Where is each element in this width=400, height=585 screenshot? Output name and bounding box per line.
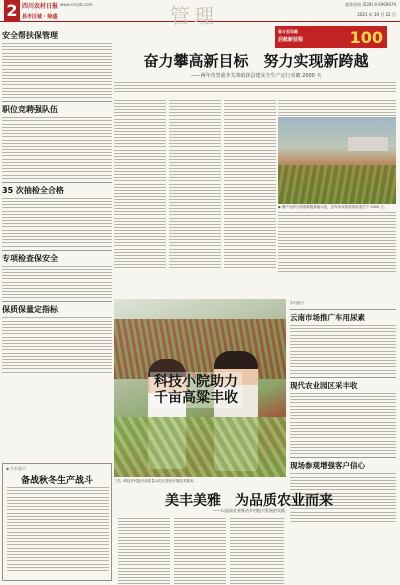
article-column-3 — [224, 100, 276, 270]
page-number: 2 — [4, 0, 20, 22]
main-headline: 奋力攀高新目标 努力实现新跨越 — [143, 52, 369, 70]
feature-column-2 — [174, 518, 226, 585]
feature-headline: 美丰美雅 为品质农业而来 — [165, 493, 333, 509]
article-column-2 — [169, 100, 221, 270]
photo-headline — [150, 372, 242, 408]
hotline: 服务热线 (028) 8 6968979 — [345, 2, 396, 7]
centenary-banner — [275, 26, 387, 48]
right-section-title: 现场参观增强客户信心 — [290, 457, 396, 471]
article-column-4-top — [278, 100, 396, 119]
article-column-4-bottom — [278, 212, 396, 274]
sidebar-article-box — [2, 463, 112, 581]
article-body — [2, 198, 112, 247]
feature-column-3 — [230, 518, 284, 585]
masthead-bar — [0, 0, 400, 28]
article-body — [2, 117, 112, 179]
article-body — [290, 393, 396, 455]
sidebar-title: 备战秋冬生产战斗 — [20, 476, 93, 486]
article-body — [2, 317, 112, 372]
left-section-title: 35 次抽检全合格 — [2, 182, 112, 196]
column-tag: 乡村振兴 — [290, 301, 304, 305]
photo-caption: 三名. 科技乡村振兴高质量示范区建设开展技术服务。 — [114, 479, 197, 483]
left-section-title: 职位竞聘强队伍 — [2, 101, 112, 115]
article-column-1 — [114, 100, 166, 270]
banner-number: 100 — [349, 28, 383, 47]
left-section-title: 保质保量定指标 — [2, 301, 112, 315]
section-title: 管理 — [170, 4, 218, 28]
section-label: 县市区域 · 除盛 — [22, 14, 58, 20]
photo-headline-line-2: 千亩高粱丰收 — [154, 390, 238, 406]
article-body — [290, 325, 396, 374]
main-subheadline: ——两年攻坚重李关筹暗抚县建实全生产定行实破 2000 天 — [190, 73, 322, 79]
right-section-title: 云南市场推广车用尿素 — [290, 309, 396, 323]
article-body — [2, 266, 112, 299]
publication-name: 四川农村日报 — [22, 3, 59, 10]
banner-line-2: 启航新征程 — [278, 37, 304, 43]
article-body — [2, 43, 112, 98]
site-url[interactable]: www.scnjrb.com — [60, 2, 93, 7]
left-section-title: 安全帮扶保管理 — [2, 31, 58, 40]
banner-line-1: 奋斗百年路 — [278, 29, 298, 34]
sorghum-base-photo — [278, 117, 396, 204]
left-section-title: 专项检查保安全 — [2, 250, 112, 264]
lead-paragraph — [114, 82, 396, 94]
right-section-title: 现代农业园区采丰收 — [290, 377, 396, 391]
feature-column-1 — [118, 518, 170, 585]
photo-caption: ◆ 图中为部分高粱种植基地示范，近年来实现高粱收成生产 2000 天。 — [278, 205, 388, 209]
issue-date: 2021 年 10 月 22 日 — [357, 12, 396, 17]
feature-subheadline: ——以品质农业推动乡村振兴发展的实践 — [213, 508, 285, 513]
photo-headline-line-1: 科技小院助力 — [154, 374, 238, 390]
article-body — [7, 487, 109, 573]
sidebar-label: ◆ 乡村振兴 — [6, 466, 27, 471]
